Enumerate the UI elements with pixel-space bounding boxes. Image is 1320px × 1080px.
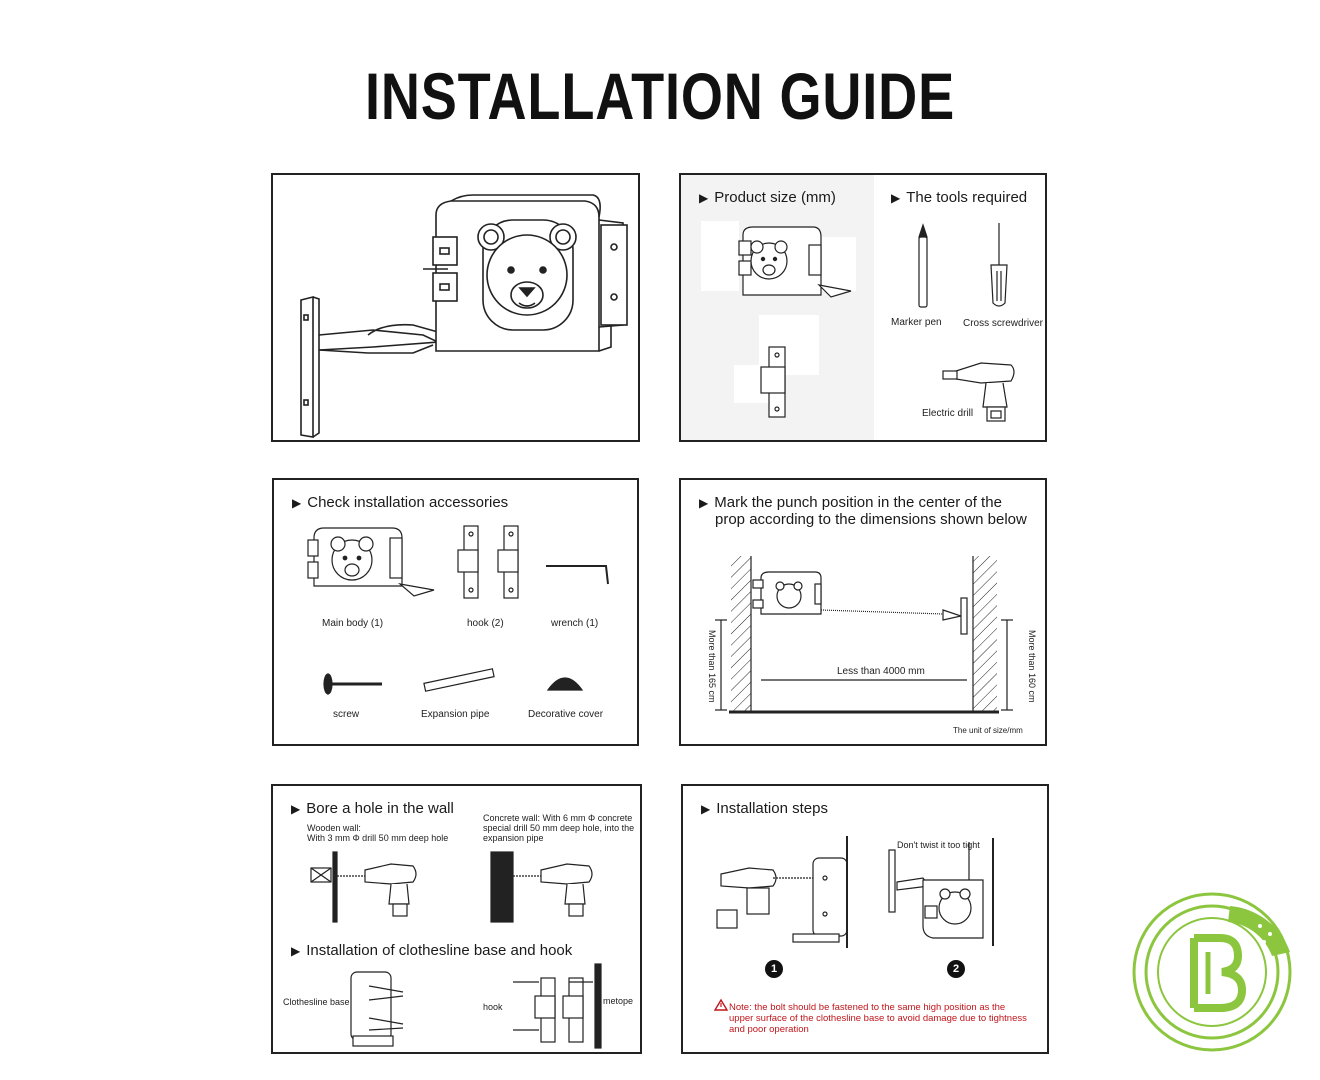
bullet-triangle-icon: ▶ (699, 496, 709, 510)
wooden-wall-note-2: With 3 mm Φ drill 50 mm deep hole (307, 833, 449, 843)
tool-label-marker: Marker pen (891, 317, 942, 328)
base-label: Clothesline base (283, 997, 350, 1007)
product-illustration-panel (271, 173, 640, 442)
installation-steps-panel (681, 784, 1049, 1054)
note-line-2: upper surface of the clothesline base to avoid damage due to tightness (729, 1013, 1027, 1024)
bore-drawings (273, 786, 640, 1052)
concrete-wall-note-1: Concrete wall: With 6 mm Φ concrete (483, 813, 633, 823)
install-base-heading: ▶ Installation of clothesline base and hook (291, 942, 573, 959)
bullet-triangle-icon: ▶ (701, 802, 711, 816)
mark-heading: ▶ Mark the punch position in the center of the (699, 494, 1002, 511)
accessory-label-expansion-pipe: Expansion pipe (421, 709, 490, 720)
brand-logo-icon (1130, 890, 1302, 1056)
product-size-tools-panel (679, 173, 1047, 442)
tools-heading: ▶ The tools required (891, 189, 1028, 206)
product-3d-illustration (273, 175, 638, 440)
product-size-heading: ▶ Product size (mm) (699, 189, 836, 206)
accessory-label-screw: screw (333, 709, 360, 720)
note-line-1: Note: the bolt should be fastened to the same high position as the (729, 1002, 1006, 1013)
mark-position-panel (679, 478, 1047, 746)
accessory-label-decorative-cover: Decorative cover (528, 709, 604, 720)
accessories-heading: ▶ Check installation accessories (292, 494, 509, 511)
steps-heading: ▶ Installation steps (701, 800, 828, 817)
wall-distance-diagram (681, 480, 1045, 744)
step-one-badge: 1 (765, 960, 783, 978)
left-height-label: More than 165 cm (707, 630, 717, 703)
step-two-badge: 2 (947, 960, 965, 978)
hook-label: hook (483, 1002, 503, 1012)
warning-icon (715, 1000, 727, 1010)
page-title: INSTALLATION GUIDE (364, 59, 955, 133)
concrete-wall-note-3: expansion pipe (483, 833, 544, 843)
bullet-triangle-icon: ▶ (891, 191, 901, 205)
bullet-triangle-icon: ▶ (292, 496, 302, 510)
tool-label-screwdriver: Cross screwdriver (963, 318, 1044, 329)
accessory-label-wrench: wrench (1) (551, 618, 599, 629)
accessory-label-main-body: Main body (1) (322, 618, 384, 629)
right-height-label: More than 160 cm (1027, 630, 1037, 703)
distance-label: Less than 4000 mm (837, 666, 925, 677)
wooden-wall-note-1: Wooden wall: (307, 823, 361, 833)
size-and-tools-drawings (681, 175, 1045, 440)
bullet-triangle-icon: ▶ (291, 944, 301, 958)
mark-heading-line2: prop according to the dimensions shown below (715, 511, 1027, 528)
bore-heading: ▶ Bore a hole in the wall (291, 800, 454, 817)
note-line-3: and poor operation (729, 1024, 809, 1035)
unit-note: The unit of size/mm (953, 726, 1023, 735)
metope-label: metope (603, 996, 634, 1006)
accessories-drawings (274, 480, 637, 744)
accessories-panel (272, 478, 639, 746)
tool-label-drill: Electric drill (922, 408, 974, 419)
concrete-wall-note-2: special drill 50 mm deep hole, into the (483, 823, 635, 833)
twist-note: Don't twist it too tight (897, 840, 980, 850)
accessory-label-hook: hook (2) (467, 618, 504, 629)
bore-hole-panel (271, 784, 642, 1054)
bullet-triangle-icon: ▶ (291, 802, 301, 816)
bullet-triangle-icon: ▶ (699, 191, 709, 205)
